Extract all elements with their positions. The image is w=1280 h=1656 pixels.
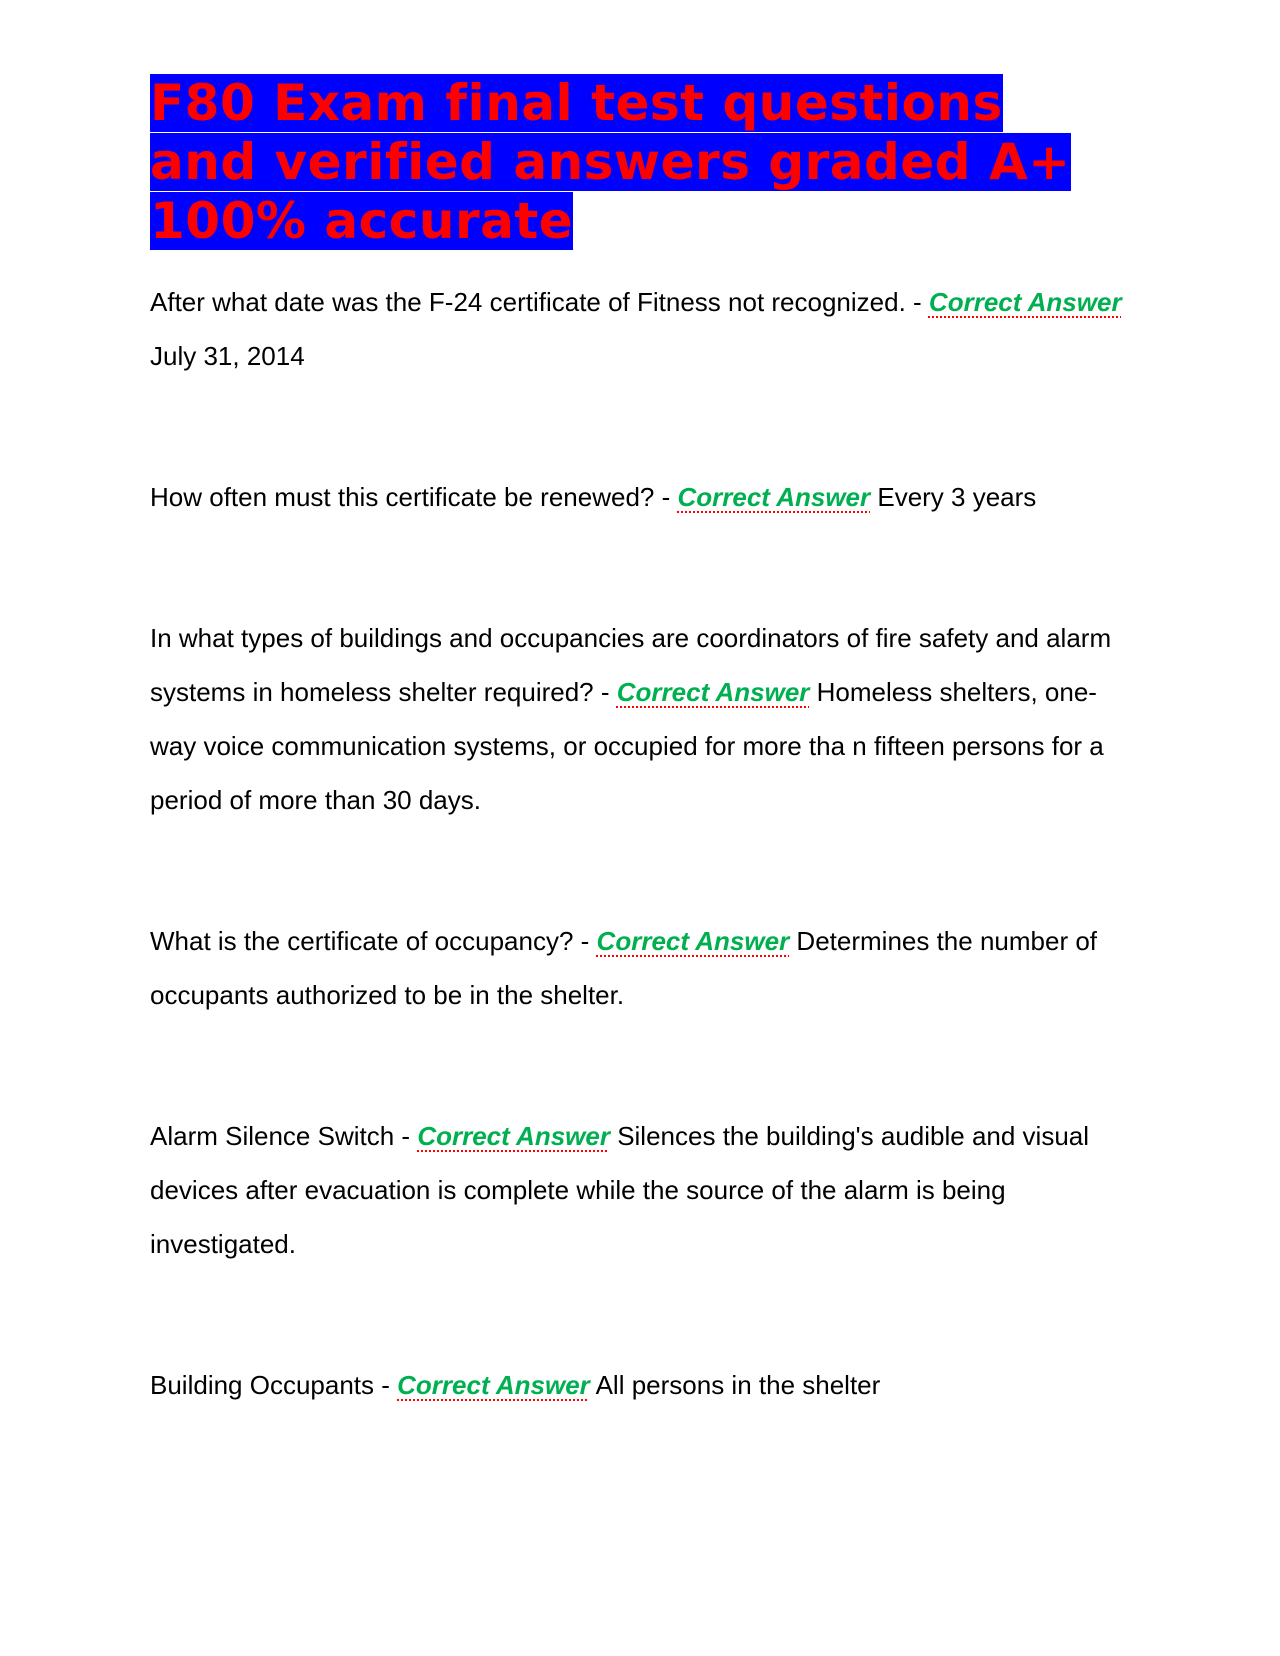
qa-item: [150, 470, 1125, 524]
qa-list: [150, 275, 1125, 1412]
qa-item: [150, 1109, 1125, 1271]
qa-item: [150, 275, 1125, 383]
question-text: After what date was the F-24 certificate of Fitness not recognized. -: [150, 287, 929, 317]
qa-item: [150, 914, 1125, 1022]
correct-answer-label: Correct Answer: [928, 287, 1122, 317]
question-text: What is the certificate of occupancy? -: [150, 926, 597, 956]
qa-item: [150, 611, 1125, 827]
question-text: In what types of buildings and occupancies are coordinators of fire safety and alarm systems in homeless shelter required? -: [150, 623, 1112, 707]
qa-item: [150, 1358, 1125, 1412]
answer-text: Determines the number of occupants authorized to be in the shelter.: [150, 926, 1098, 1010]
answer-text: July 31, 2014: [150, 341, 305, 371]
question-text: How often must this certificate be renewed? -: [150, 482, 678, 512]
correct-answer-label: Correct Answer: [596, 926, 790, 956]
correct-answer-label: Correct Answer: [616, 677, 810, 707]
correct-answer-label: Correct Answer: [397, 1370, 590, 1400]
answer-text: Silences the building's audible and visual devices after evacuation is complete while the source of the alarm is being investigated.: [150, 1121, 1090, 1259]
document-title: [150, 74, 1125, 251]
question-text: Alarm Silence Switch -: [150, 1121, 418, 1151]
document-page: [150, 74, 1125, 1412]
answer-text: All persons in the shelter: [589, 1370, 881, 1400]
question-text: Building Occupants -: [150, 1370, 398, 1400]
correct-answer-label: Correct Answer: [677, 482, 871, 512]
answer-text: Homeless shelters, one-way voice communication systems, or occupied for more tha n fifteen persons for a period of more than 30 days.: [150, 677, 1104, 815]
title-highlight: F80 Exam final test questions and verified answers graded A+ 100% accurate: [150, 74, 1071, 250]
correct-answer-label: Correct Answer: [417, 1121, 610, 1151]
answer-text: Every 3 years: [870, 482, 1037, 512]
